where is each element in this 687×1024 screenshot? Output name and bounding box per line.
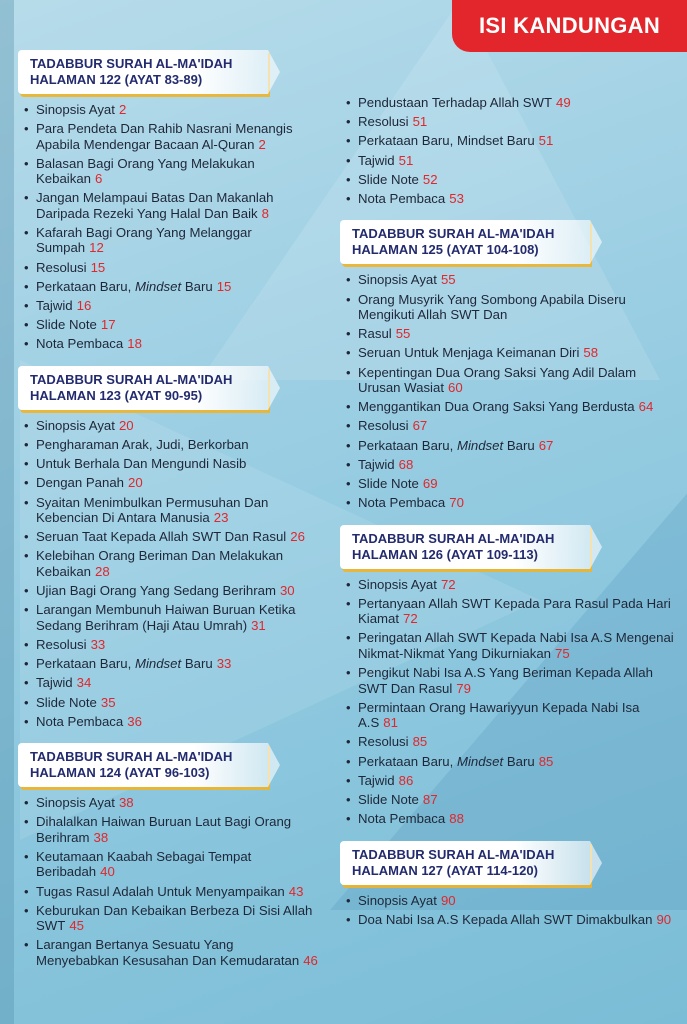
toc-item-page-number: 20 [128, 475, 143, 491]
section-header-page-range: HALAMAN 124 (AYAT 96-103) [30, 765, 210, 781]
toc-item-title-suffix: Baru [503, 437, 535, 453]
toc-section [18, 743, 318, 968]
toc-item-page-number: 28 [95, 563, 110, 579]
toc-item[interactable] [18, 225, 318, 256]
toc-item[interactable] [340, 773, 675, 788]
toc-item-title: Tajwid [358, 772, 395, 788]
toc-item[interactable] [18, 317, 318, 332]
toc-item-title: Kafarah Bagi Orang Yang Melanggar Sumpah [36, 225, 252, 256]
toc-item-list [18, 795, 318, 968]
toc-item-title: Pengharaman Arak, Judi, Berkorban [36, 437, 249, 453]
section-header-surah: TADABBUR SURAH AL-MA'IDAH [30, 371, 233, 387]
toc-item-page-number: 16 [76, 298, 92, 314]
toc-item-title: Slide Note [36, 694, 97, 710]
toc-item-title: Permintaan Orang Hawariyyun Kepada Nabi Isa A.S [358, 699, 640, 731]
toc-item-page-number: 18 [127, 336, 142, 352]
page-edge-shadow [0, 0, 14, 1024]
toc-item[interactable] [18, 418, 318, 433]
toc-item[interactable] [18, 675, 318, 690]
toc-item-title: Rasul [358, 326, 392, 342]
toc-item-title-suffix: Baru [181, 656, 213, 672]
toc-item-title: Pengikut Nabi Isa A.S Yang Beriman Kepada Allah SWT Dan Rasul [358, 665, 653, 696]
toc-item-title: Untuk Berhala Dan Mengundi Nasib [36, 456, 247, 472]
toc-item[interactable] [340, 495, 675, 510]
toc-item-title: Perkataan Baru, [36, 656, 135, 672]
toc-item-list [340, 893, 675, 928]
toc-item-title: Balasan Bagi Orang Yang Melakukan Kebaikan [36, 155, 255, 187]
toc-item-title: Seruan Untuk Menjaga Keimanan Diri [358, 345, 580, 361]
toc-item-page-number: 20 [118, 417, 134, 433]
toc-item[interactable] [18, 475, 318, 490]
toc-item-title: Resolusi [36, 636, 87, 652]
toc-item[interactable] [340, 630, 675, 661]
toc-item-page-number: 51 [412, 114, 428, 130]
toc-item[interactable] [340, 95, 675, 110]
toc-item-page-number: 12 [89, 240, 104, 256]
toc-item-page-number: 51 [398, 152, 414, 168]
toc-item-list [340, 577, 675, 827]
toc-item-italic: Mindset [456, 437, 504, 453]
toc-item-page-number: 88 [449, 811, 464, 827]
toc-item-title: Syaitan Menimbulkan Permusuhan Dan Kebencian Di Antara Manusia [36, 494, 269, 526]
toc-item[interactable] [18, 437, 318, 452]
toc-item[interactable] [340, 326, 675, 341]
toc-item-page-number: 2 [118, 102, 127, 117]
toc-item-page-number: 26 [290, 529, 305, 545]
toc-item-page-number: 85 [538, 753, 554, 769]
toc-item-page-number: 40 [100, 864, 115, 880]
toc-item[interactable] [340, 172, 675, 187]
toc-item-page-number: 52 [422, 171, 438, 187]
toc-item[interactable] [340, 272, 675, 287]
toc-item-title: Keutamaan Kaabah Sebagai Tempat Beribadah [36, 848, 252, 880]
section-header [340, 525, 590, 569]
toc-item[interactable] [340, 114, 675, 129]
toc-item[interactable] [18, 260, 318, 275]
section-header-surah: TADABBUR SURAH AL-MA'IDAH [352, 226, 555, 242]
toc-item-title-suffix: Baru [503, 753, 535, 769]
toc-item-list [18, 102, 318, 352]
toc-item-page-number: 72 [440, 576, 456, 592]
toc-item-title: Dengan Panah [36, 475, 124, 491]
toc-item-page-number: 90 [656, 911, 672, 927]
toc-item-page-number: 55 [440, 272, 456, 288]
toc-item-list [18, 418, 318, 729]
toc-item[interactable] [340, 577, 675, 592]
toc-item-title: Tugas Rasul Adalah Untuk Menyampaikan [36, 883, 285, 899]
toc-item-title: Perkataan Baru, [358, 437, 457, 453]
toc-item-page-number: 38 [118, 795, 134, 811]
section-header-surah: TADABBUR SURAH AL-MA'IDAH [352, 530, 555, 546]
section-header [18, 50, 268, 94]
toc-item[interactable] [340, 191, 675, 206]
toc-item-title: Sinopsis Ayat [358, 576, 437, 592]
toc-item-page-number: 45 [69, 918, 84, 934]
toc-item-title: Nota Pembaca [358, 191, 446, 207]
toc-item-title: Sinopsis Ayat [36, 795, 115, 811]
toc-item-page-number: 90 [440, 892, 456, 908]
toc-item-page-number: 69 [422, 476, 438, 492]
toc-item-title: Jangan Melampaui Batas Dan Makanlah Daripada Rezeki Yang Halal Dan Baik [36, 190, 274, 221]
toc-item-title: Para Pendeta Dan Rahib Nasrani Menangis Apabila Mendengar Bacaan Al-Quran [36, 121, 293, 152]
toc-item-page-number: 53 [449, 191, 464, 207]
toc-section [340, 95, 675, 206]
toc-item[interactable] [340, 893, 675, 908]
toc-item-title: Sinopsis Ayat [358, 272, 437, 288]
toc-item[interactable] [340, 457, 675, 472]
toc-item-page-number: 33 [216, 656, 232, 672]
toc-item-title: Dihalalkan Haiwan Buruan Laut Bagi Orang Berihram [36, 814, 292, 845]
toc-item-title: Tajwid [358, 152, 395, 168]
toc-item[interactable] [340, 811, 675, 826]
toc-item-page-number: 58 [583, 345, 599, 361]
toc-item-page-number: 55 [395, 326, 411, 342]
toc-item-title: Nota Pembaca [358, 495, 446, 511]
toc-item[interactable] [340, 754, 675, 769]
toc-item[interactable] [18, 814, 318, 845]
toc-item-page-number: 33 [90, 636, 106, 652]
toc-item-title: Pertanyaan Allah SWT Kepada Para Rasul Pada Hari Kiamat [358, 595, 671, 627]
toc-item-page-number: 49 [556, 95, 571, 110]
toc-item-title: Peringatan Allah SWT Kepada Nabi Isa A.S Mengenai Nikmat-Nikmat Yang Dikurniakan [358, 630, 674, 661]
toc-item[interactable] [340, 665, 675, 696]
toc-item[interactable] [18, 121, 318, 152]
toc-item-title: Slide Note [358, 476, 419, 492]
toc-item-title: Tajwid [358, 456, 395, 472]
toc-item-title: Nota Pembaca [36, 336, 124, 352]
toc-item-title: Nota Pembaca [36, 713, 124, 729]
toc-item-page-number: 31 [251, 617, 266, 633]
toc-item-page-number: 75 [555, 645, 570, 661]
toc-item[interactable] [340, 345, 675, 360]
toc-item[interactable] [18, 456, 318, 471]
toc-item[interactable] [340, 700, 675, 731]
toc-item-title: Resolusi [358, 734, 409, 750]
toc-item-title: Resolusi [358, 418, 409, 434]
toc-item-title: Kepentingan Dua Orang Saksi Yang Adil Dalam Urusan Wasiat [358, 364, 637, 396]
toc-item-title: Ujian Bagi Orang Yang Sedang Berihram [36, 583, 276, 599]
toc-item[interactable] [18, 637, 318, 652]
toc-item-page-number: 35 [100, 694, 116, 710]
toc-item-title: Nota Pembaca [358, 811, 446, 827]
toc-item[interactable] [18, 583, 318, 598]
toc-item-page-number: 72 [403, 611, 418, 627]
toc-item[interactable] [18, 849, 318, 880]
toc-item-list [340, 272, 675, 510]
toc-item[interactable] [18, 102, 318, 117]
toc-item-page-number: 70 [449, 495, 464, 511]
toc-item-title: Doa Nabi Isa A.S Kepada Allah SWT Dimakbulkan [358, 911, 653, 927]
toc-item-page-number: 30 [279, 583, 295, 599]
toc-item[interactable] [340, 399, 675, 414]
toc-item-page-number: 17 [100, 317, 116, 333]
toc-item-page-number: 51 [538, 133, 554, 149]
toc-item[interactable] [340, 596, 675, 627]
section-header [18, 743, 268, 787]
toc-item-italic: Mindset [134, 656, 182, 672]
toc-item[interactable] [18, 190, 318, 221]
toc-item-title: Perkataan Baru, Mindset Baru [358, 133, 535, 149]
toc-item-italic: Mindset [456, 753, 504, 769]
toc-item-page-number: 8 [261, 205, 269, 221]
toc-item[interactable] [18, 495, 318, 526]
section-header-page-range: HALAMAN 125 (AYAT 104-108) [352, 242, 539, 258]
toc-item[interactable] [340, 153, 675, 168]
toc-item-page-number: 36 [127, 713, 142, 729]
toc-item[interactable] [340, 292, 675, 323]
toc-item-page-number: 81 [383, 715, 398, 731]
toc-item[interactable] [340, 133, 675, 148]
toc-item[interactable] [18, 795, 318, 810]
toc-item-page-number: 6 [95, 171, 103, 187]
toc-item-title: Sinopsis Ayat [36, 102, 115, 117]
toc-item[interactable] [18, 695, 318, 710]
toc-item-italic: Mindset [134, 278, 182, 294]
toc-section [18, 366, 318, 729]
toc-item-title: Kelebihan Orang Beriman Dan Melakukan Kebaikan [36, 548, 284, 579]
toc-item[interactable] [18, 156, 318, 187]
toc-item-page-number: 85 [412, 734, 428, 750]
toc-item-title: Perkataan Baru, [358, 753, 457, 769]
toc-item-page-number: 64 [638, 399, 654, 415]
toc-item-page-number: 23 [213, 510, 229, 526]
toc-item-page-number: 46 [303, 952, 318, 968]
section-header-surah: TADABBUR SURAH AL-MA'IDAH [352, 846, 555, 862]
toc-item-page-number: 68 [398, 456, 414, 472]
toc-item-title: Sinopsis Ayat [358, 892, 437, 908]
toc-item-title-suffix: Baru [181, 278, 213, 294]
toc-item-page-number: 60 [448, 380, 463, 396]
toc-item-page-number: 15 [90, 259, 106, 275]
toc-item-page-number: 79 [456, 680, 471, 696]
toc-item[interactable] [340, 418, 675, 433]
toc-item-title: Larangan Membunuh Haiwan Buruan Ketika Sedang Berihram (Haji Atau Umrah) [36, 602, 296, 633]
toc-item[interactable] [18, 656, 318, 671]
section-header [18, 366, 268, 410]
toc-item-title: Resolusi [358, 114, 409, 130]
toc-item-title: Perkataan Baru, [36, 278, 135, 294]
toc-item[interactable] [18, 336, 318, 351]
toc-item[interactable] [340, 792, 675, 807]
toc-item-title: Orang Musyrik Yang Sombong Apabila Diseru Mengikuti Allah SWT Dan [358, 291, 626, 323]
toc-item-page-number: 87 [422, 791, 438, 807]
toc-item[interactable] [18, 937, 318, 968]
toc-item[interactable] [18, 602, 318, 633]
toc-section [340, 220, 675, 510]
toc-item-page-number: 38 [93, 829, 109, 845]
section-header [340, 841, 590, 885]
toc-item[interactable] [340, 476, 675, 491]
toc-item[interactable] [18, 903, 318, 934]
right-column [340, 95, 675, 941]
toc-item-page-number: 2 [258, 136, 266, 152]
toc-item-title: Tajwid [36, 298, 73, 314]
toc-item[interactable] [340, 734, 675, 749]
section-header-page-range: HALAMAN 127 (AYAT 114-120) [352, 862, 538, 878]
toc-item-page-number: 67 [538, 437, 554, 453]
section-header-page-range: HALAMAN 123 (AYAT 90-95) [30, 387, 203, 403]
toc-item-title: Keburukan Dan Kebaikan Berbeza Di Sisi Allah SWT [36, 902, 313, 934]
toc-item[interactable] [18, 714, 318, 729]
toc-item-page-number: 15 [216, 278, 232, 294]
section-header-page-range: HALAMAN 126 (AYAT 109-113) [352, 546, 538, 562]
toc-item-page-number: 86 [398, 772, 414, 788]
toc-item-title: Slide Note [358, 171, 419, 187]
toc-item[interactable] [18, 884, 318, 899]
toc-section [340, 525, 675, 827]
toc-item[interactable] [18, 529, 318, 544]
toc-item-title: Slide Note [358, 791, 419, 807]
toc-section [340, 841, 675, 928]
toc-item-page-number: 34 [76, 675, 92, 691]
left-column [18, 50, 318, 982]
toc-item[interactable] [18, 298, 318, 313]
page-title: ISI KANDUNGAN [452, 0, 687, 52]
toc-section [18, 50, 318, 352]
toc-item[interactable] [18, 548, 318, 579]
toc-item-page-number: 43 [288, 883, 304, 899]
toc-item[interactable] [340, 438, 675, 453]
toc-item-title: Resolusi [36, 259, 87, 275]
toc-item-page-number: 67 [412, 418, 428, 434]
toc-item-title: Tajwid [36, 675, 73, 691]
section-header-page-range: HALAMAN 122 (AYAT 83-89) [30, 72, 203, 87]
section-header-surah: TADABBUR SURAH AL-MA'IDAH [30, 56, 233, 71]
section-header-surah: TADABBUR SURAH AL-MA'IDAH [30, 749, 233, 765]
toc-item-title: Slide Note [36, 317, 97, 333]
toc-item[interactable] [340, 365, 675, 396]
toc-item[interactable] [340, 912, 675, 927]
section-header [340, 220, 590, 264]
toc-item-title: Seruan Taat Kepada Allah SWT Dan Rasul [36, 529, 287, 545]
toc-item-title: Larangan Bertanya Sesuatu Yang Menyebabkan Kesusahan Dan Kemudaratan [36, 937, 300, 968]
toc-item[interactable] [18, 279, 318, 294]
toc-item-title: Menggantikan Dua Orang Saksi Yang Berdusta [358, 399, 635, 415]
toc-item-title: Sinopsis Ayat [36, 417, 115, 433]
toc-item-list [340, 95, 675, 206]
toc-item-title: Pendustaan Terhadap Allah SWT [358, 95, 553, 110]
